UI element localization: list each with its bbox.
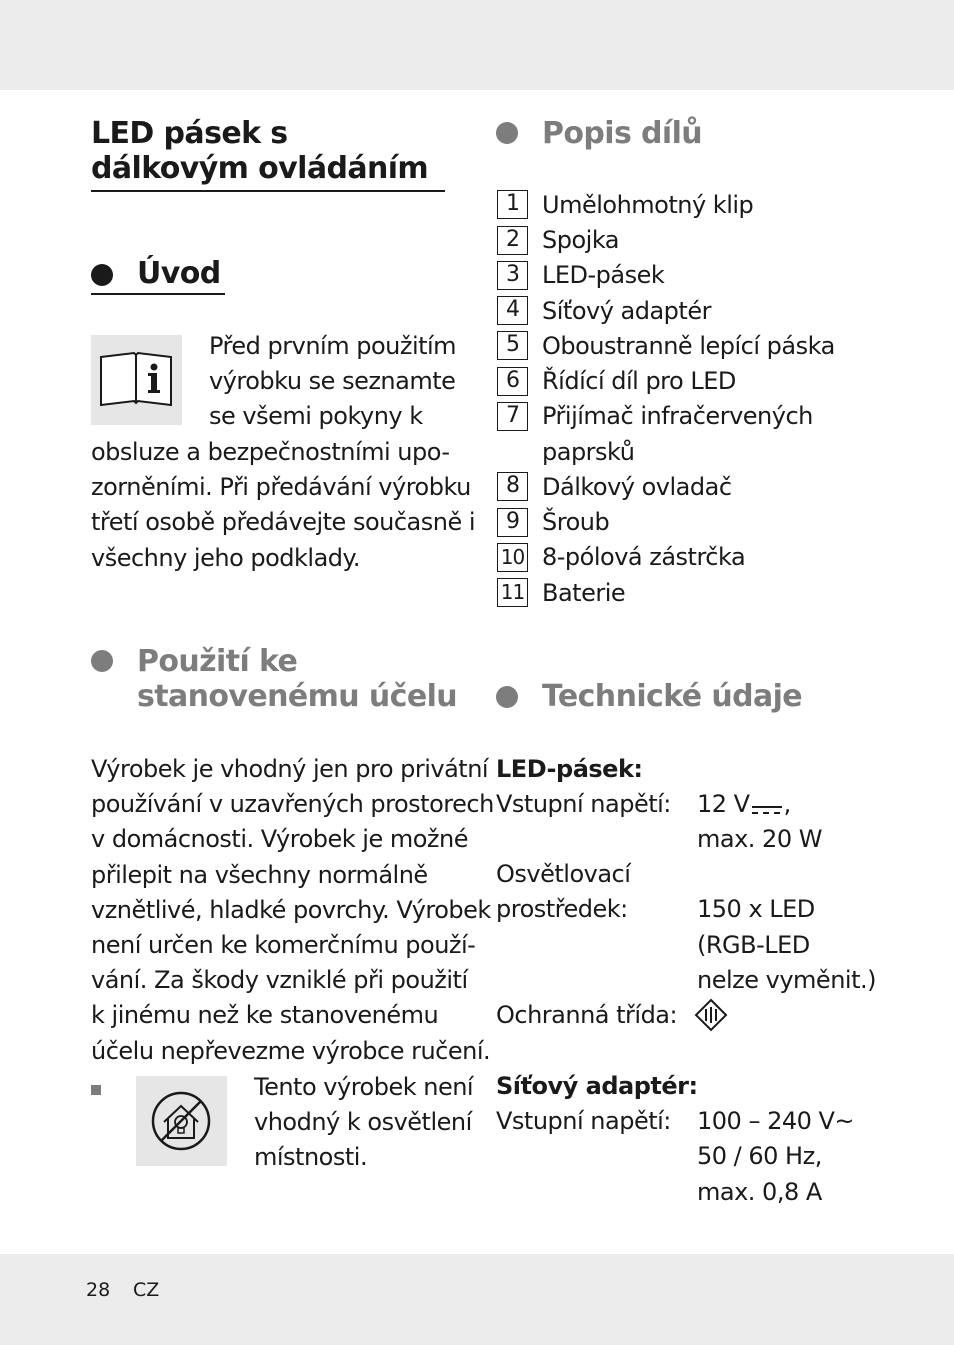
led-input-value-a: 12 V bbox=[697, 790, 750, 818]
main-title-line1: LED pásek s bbox=[91, 116, 288, 151]
intended-use-line: Výrobek je vhodný jen pro privátní bbox=[91, 755, 489, 783]
intro-line: zorněními. Při předávání výrobku bbox=[91, 473, 471, 502]
intended-use-line: není určen ke komerčnímu použí- bbox=[91, 931, 476, 960]
part-number-box: 9 bbox=[497, 508, 528, 537]
intro-text-right bbox=[209, 329, 456, 435]
no-room-lighting-icon bbox=[136, 1076, 227, 1166]
part-label: Umělohmotný klip bbox=[542, 191, 754, 219]
intended-use-heading-line1: Použití ke bbox=[137, 644, 298, 679]
part-label: 8-pólová zástrčka bbox=[542, 543, 746, 571]
warning-line: vhodný k osvětlení bbox=[254, 1108, 472, 1137]
main-title-line2: dálkovým ovládáním bbox=[91, 151, 429, 186]
intended-use-line: vznětlivé, hladké povrchy. Výrobek bbox=[91, 895, 491, 924]
part-number-box: 4 bbox=[497, 296, 528, 325]
main-title bbox=[91, 116, 428, 186]
part-label: Přijímač infračervených bbox=[542, 402, 813, 430]
part-label: Spojka bbox=[542, 226, 620, 254]
part-label: paprsků bbox=[542, 438, 635, 466]
intended-use-text bbox=[91, 752, 494, 1069]
part-number-box: 1 bbox=[497, 190, 528, 219]
manual-info-icon bbox=[91, 335, 182, 425]
language-code: CZ bbox=[133, 1279, 160, 1301]
dc-voltage-icon bbox=[750, 795, 784, 815]
part-number-box: 8 bbox=[497, 472, 528, 501]
part-number-box: 2 bbox=[497, 226, 528, 255]
light-label-1: Osvětlovací bbox=[496, 860, 631, 888]
intended-use-line: používání v uzavřených prostorech bbox=[91, 790, 494, 819]
intro-line: všechny jeho podklady. bbox=[91, 543, 360, 572]
intended-use-line: k jinému než ke stanovenému bbox=[91, 1001, 439, 1030]
light-value-3: nelze vyměnit.) bbox=[697, 966, 876, 994]
intro-text-full bbox=[91, 435, 475, 576]
intro-line: výrobku se seznamte bbox=[209, 367, 456, 396]
part-label: Dálkový ovladač bbox=[542, 473, 732, 501]
intended-use-heading-line2: stanovenému účelu bbox=[137, 679, 458, 714]
part-label: Baterie bbox=[542, 579, 626, 607]
adapter-value-1: 100 – 240 V~ bbox=[697, 1107, 855, 1135]
light-value-1: 150 x LED bbox=[697, 895, 815, 923]
led-strip-title: LED-pásek: bbox=[496, 755, 643, 783]
title-underline bbox=[91, 190, 445, 192]
part-number-box: 7 bbox=[497, 402, 528, 431]
adapter-value-2: 50 / 60 Hz, bbox=[697, 1142, 822, 1170]
adapter-title: Síťový adaptér: bbox=[496, 1072, 698, 1100]
led-input-label: Vstupní napětí: bbox=[496, 790, 671, 818]
intro-line: třetí osobě předávejte současně i bbox=[91, 508, 476, 537]
intended-use-line: v domácnosti. Výrobek je možné bbox=[91, 825, 468, 854]
part-label: LED-pásek bbox=[542, 261, 665, 289]
protection-class-label: Ochranná třída: bbox=[496, 1001, 678, 1029]
led-input-value bbox=[697, 787, 791, 822]
section-bullet bbox=[496, 122, 518, 144]
parts-heading: Popis dílů bbox=[542, 116, 703, 151]
adapter-input-label: Vstupní napětí: bbox=[496, 1107, 671, 1135]
part-number-box: 10 bbox=[497, 543, 528, 572]
top-band bbox=[0, 0, 954, 90]
part-label: Oboustranně lepící páska bbox=[542, 332, 835, 360]
part-number-box: 5 bbox=[497, 331, 528, 360]
intro-line: obsluze a bezpečnostními upo- bbox=[91, 438, 450, 466]
intro-heading-underline bbox=[91, 293, 225, 295]
intended-use-line: přilepit na všechny normálně bbox=[91, 860, 428, 889]
section-bullet bbox=[496, 686, 518, 708]
light-label-2: prostředek: bbox=[496, 895, 628, 923]
part-number-box: 11 bbox=[497, 578, 528, 607]
part-label: Šroub bbox=[542, 508, 610, 536]
adapter-value-3: max. 0,8 A bbox=[697, 1178, 822, 1206]
warning-text bbox=[254, 1070, 473, 1176]
light-value-2: (RGB-LED bbox=[697, 931, 810, 959]
part-label: Síťový adaptér bbox=[542, 297, 711, 325]
led-input-value-b: max. 20 W bbox=[697, 825, 822, 853]
part-number-box: 6 bbox=[497, 367, 528, 396]
page-number: 28 bbox=[86, 1279, 111, 1301]
intended-use-heading bbox=[137, 644, 457, 714]
part-label: Řídící díl pro LED bbox=[542, 367, 736, 395]
section-bullet bbox=[91, 264, 113, 286]
intro-line: Před prvním použitím bbox=[209, 332, 457, 360]
led-input-value-suffix: , bbox=[783, 790, 791, 818]
warning-line: Tento výrobek není bbox=[254, 1073, 474, 1101]
intro-line: se všemi pokyny k bbox=[209, 402, 423, 431]
warning-line: místnosti. bbox=[254, 1143, 368, 1172]
intro-heading: Úvod bbox=[137, 256, 221, 291]
list-bullet bbox=[91, 1085, 101, 1095]
section-bullet bbox=[91, 650, 113, 672]
protection-class-iii-icon bbox=[694, 998, 728, 1032]
intended-use-line: účelu nepřevezme výrobce ručení. bbox=[91, 1036, 491, 1065]
intended-use-line: vání. Za škody vzniklé při použití bbox=[91, 966, 468, 995]
tech-heading: Technické údaje bbox=[542, 679, 803, 714]
part-number-box: 3 bbox=[497, 261, 528, 290]
